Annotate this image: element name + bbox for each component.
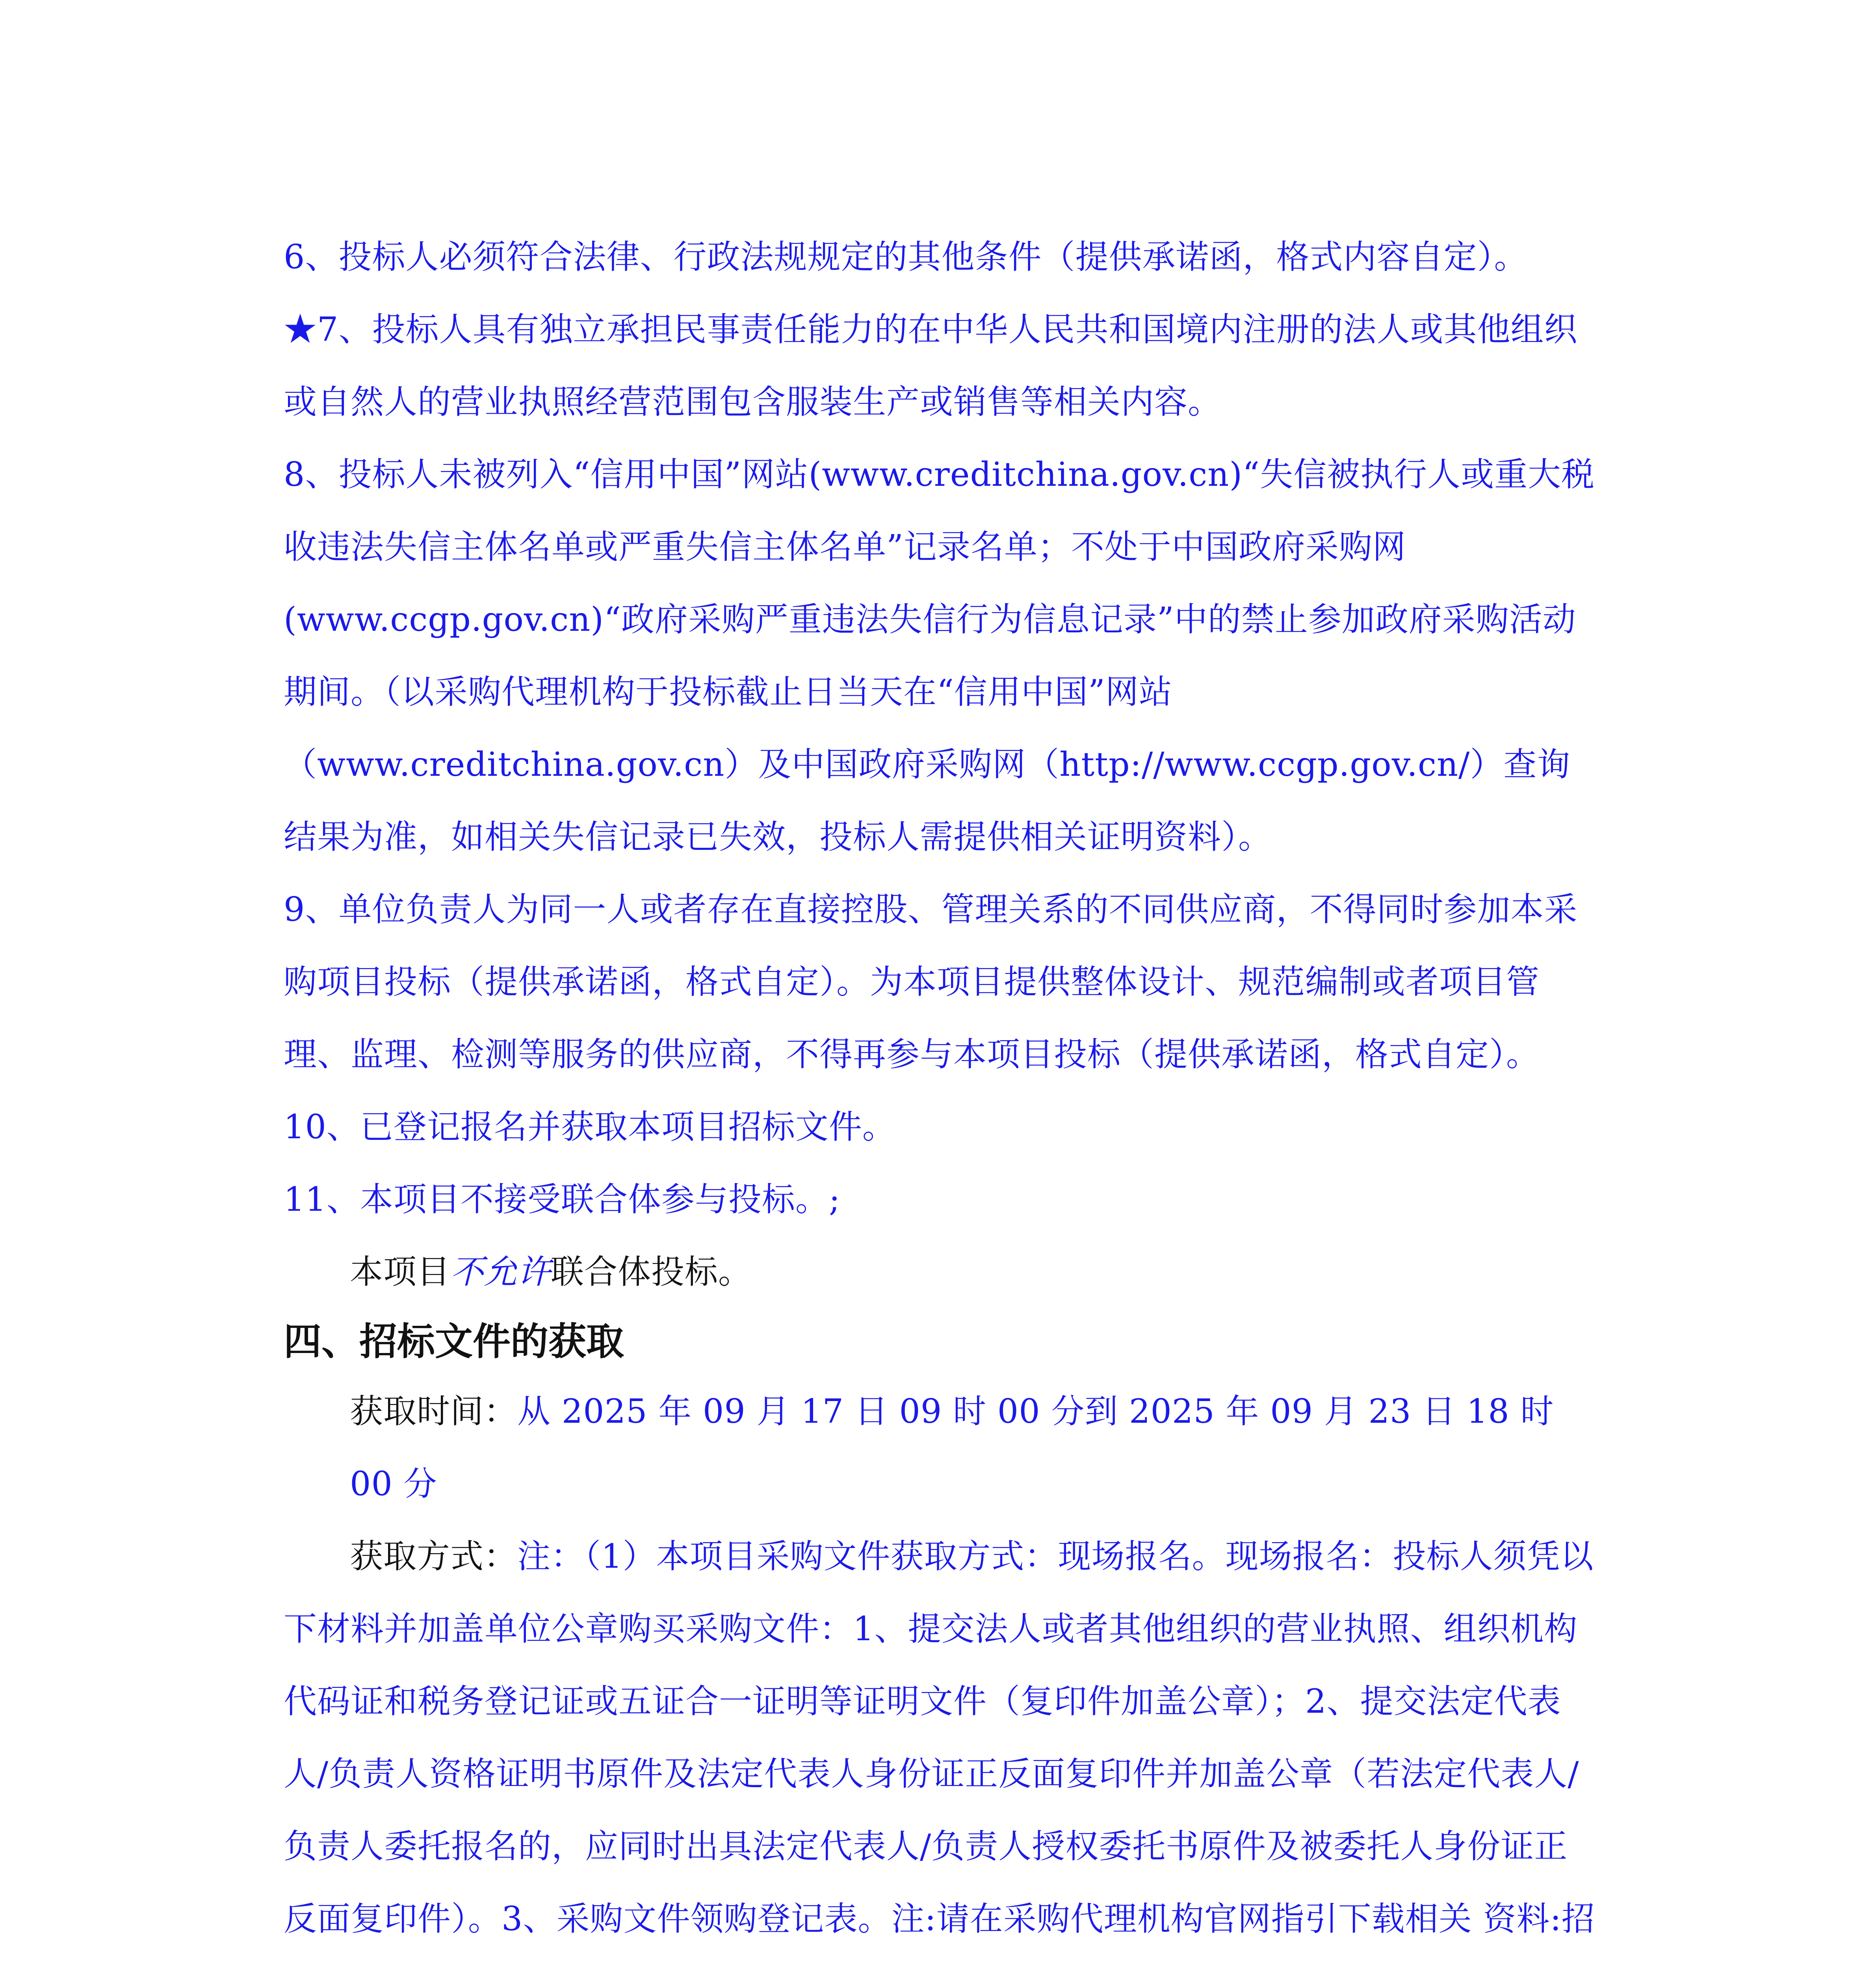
acquisition-method-value: 注：（1）本项目采购文件获取方式：现场报名。现场报名：投标人须凭以下材料并加盖单位公章购买采购文件：1、提交法人或者其他组织的营业执照、组织机构代码证和税务登记证或五证合一证明等证明文件（复印件加盖公章）；2、提交法定代表人/负责人资格证明书原件及法定代表人身份证正反面复印件并加盖公章（若法定代表人/负责人委托报名的，应同时出具法定代表人/负责人授权委托书原件及被委托人身份证正反面复印件）。3、采购文件领购登记表。注:请在采购代理机构官网指引下载相关 资料:招	[284, 1537, 1595, 1938]
document-content	[284, 221, 1596, 1970]
acquisition-method-label: 获取方式：	[350, 1537, 518, 1576]
item-6: 6、投标人必须符合法律、行政法规规定的其他条件（提供承诺函，格式内容自定）。	[284, 238, 1528, 276]
consortium-prefix: 本项目	[350, 1253, 451, 1291]
acquisition-time-label: 获取时间：	[350, 1392, 518, 1431]
section-4-heading: 四、招标文件的获取	[284, 1320, 624, 1364]
item-8: 8、投标人未被列入“信用中国”网站(www.creditchina.gov.cn)“失信被执行人或重大税收违法失信主体名单或严重失信主体名单”记录名单；不处于中国政府采购网(www.ccgp.gov.cn)“政府采购严重违法失信行为信息记录”中的禁止参加政府采购活动期间。（以采购代理机构于投标截止日当天在“信用中国”网站（www.creditchina.gov.cn）及中国政府采购网（http://www.ccgp.gov.cn/）查询结果为准，如相关失信记录已失效，投标人需提供相关证明资料）。	[284, 455, 1595, 856]
item-10: 10、已登记报名并获取本项目招标文件。	[284, 1108, 896, 1146]
acquisition-time-value: 从 2025 年 09 月 17 日 09 时 00 分到 2025 年 09 月 23 日 18 时 00 分	[350, 1392, 1554, 1503]
acquisition-method	[284, 1520, 1596, 1970]
item-9: 9、单位负责人为同一人或者存在直接控股、管理关系的不同供应商，不得同时参加本采购项目投标（提供承诺函，格式自定）。为本项目提供整体设计、规范编制或者项目管理、监理、检测等服务的供应商，不得再参与本项目投标（提供承诺函，格式自定）。	[284, 890, 1578, 1074]
consortium-value: 不允许	[450, 1253, 551, 1291]
consortium-line	[284, 1236, 1596, 1308]
consortium-suffix: 联合体投标。	[551, 1253, 752, 1291]
item-11: 11、本项目不接受联合体参与投标。;	[284, 1180, 841, 1219]
item-7: ★7、投标人具有独立承担民事责任能力的在中华人民共和国境内注册的法人或其他组织或自然人的营业执照经营范围包含服装生产或销售等相关内容。	[284, 310, 1578, 421]
acquisition-time	[284, 1375, 1596, 1520]
